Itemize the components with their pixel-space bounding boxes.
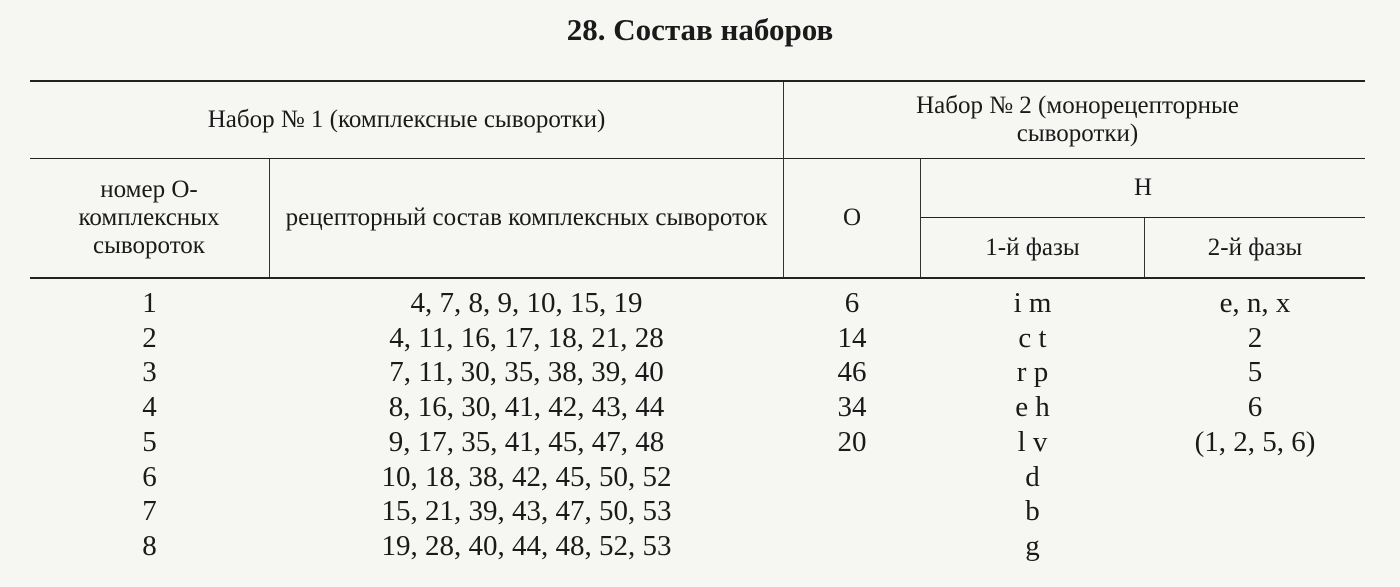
- column-receptor-composition: [270, 286, 783, 564]
- header-h: Н: [1133, 174, 1153, 201]
- table-cell: c t: [1018, 321, 1047, 354]
- column-h-phase2: [1145, 286, 1365, 460]
- header-phase2: 2-й фазы: [1207, 233, 1303, 261]
- table-cell: 6: [142, 460, 157, 493]
- table-cell: 46: [837, 356, 867, 389]
- table-cell: r p: [1016, 356, 1049, 389]
- table-cell: 2: [142, 321, 157, 354]
- table-cell: 5: [1247, 356, 1263, 389]
- table-cell: 8, 16, 30, 41, 42, 43, 44: [388, 391, 665, 424]
- table-cell: (1, 2, 5, 6): [1194, 425, 1316, 458]
- table-cell: e h: [1015, 391, 1050, 424]
- table-cell: 2: [1247, 321, 1263, 354]
- table-cell: 6: [1247, 391, 1263, 424]
- table-cell: 5: [142, 425, 157, 458]
- table-cell: 8: [142, 529, 157, 562]
- header-set2: Набор № 2 (монорецепторные сыворотки): [916, 92, 1239, 147]
- table-cell: g: [1025, 529, 1040, 562]
- table-cell: 14: [837, 321, 867, 354]
- table-cell: 1: [142, 287, 157, 319]
- col-divider-1: [269, 159, 270, 277]
- header-o: О: [842, 204, 862, 231]
- header-bottom-rule: [30, 277, 1365, 279]
- header-set1: Набор № 1 (комплексные сыворотки): [207, 106, 606, 133]
- column-o-complex-numbers: [30, 286, 269, 564]
- table-cell: 3: [142, 356, 157, 389]
- column-o-values: [784, 286, 920, 460]
- table-cell: 34: [837, 391, 867, 424]
- table-cell: b: [1025, 495, 1040, 528]
- header-receptor-composition: рецепторный состав комплексных сывороток: [285, 204, 768, 231]
- table-cell: d: [1025, 460, 1040, 493]
- table-cell: 20: [837, 425, 867, 458]
- table-cell: 4, 11, 16, 17, 18, 21, 28: [389, 321, 664, 354]
- table-cell: 19, 28, 40, 44, 48, 52, 53: [381, 529, 672, 562]
- table-cell: 10, 18, 38, 42, 45, 50, 52: [381, 460, 672, 493]
- table-cell: 15, 21, 39, 43, 47, 50, 53: [381, 495, 672, 528]
- column-h-phase1: [921, 286, 1144, 564]
- table-cell: i m: [1013, 287, 1052, 319]
- table-cell: 4, 7, 8, 9, 10, 15, 19: [410, 287, 643, 319]
- table-cell: 7, 11, 30, 35, 38, 39, 40: [389, 356, 664, 389]
- header-o-complex-number: номер О-комплексных сывороток: [78, 176, 220, 259]
- table-cell: 6: [844, 287, 860, 319]
- table-cell: l v: [1017, 425, 1048, 458]
- table-cell: 4: [142, 391, 157, 424]
- table-cell: 9, 17, 35, 41, 45, 47, 48: [388, 425, 665, 458]
- table-cell: 7: [142, 495, 157, 528]
- page-title: 28. Состав наборов: [566, 12, 834, 47]
- table-cell: e, n, x: [1219, 287, 1291, 319]
- header-phase1: 1-й фазы: [985, 233, 1080, 261]
